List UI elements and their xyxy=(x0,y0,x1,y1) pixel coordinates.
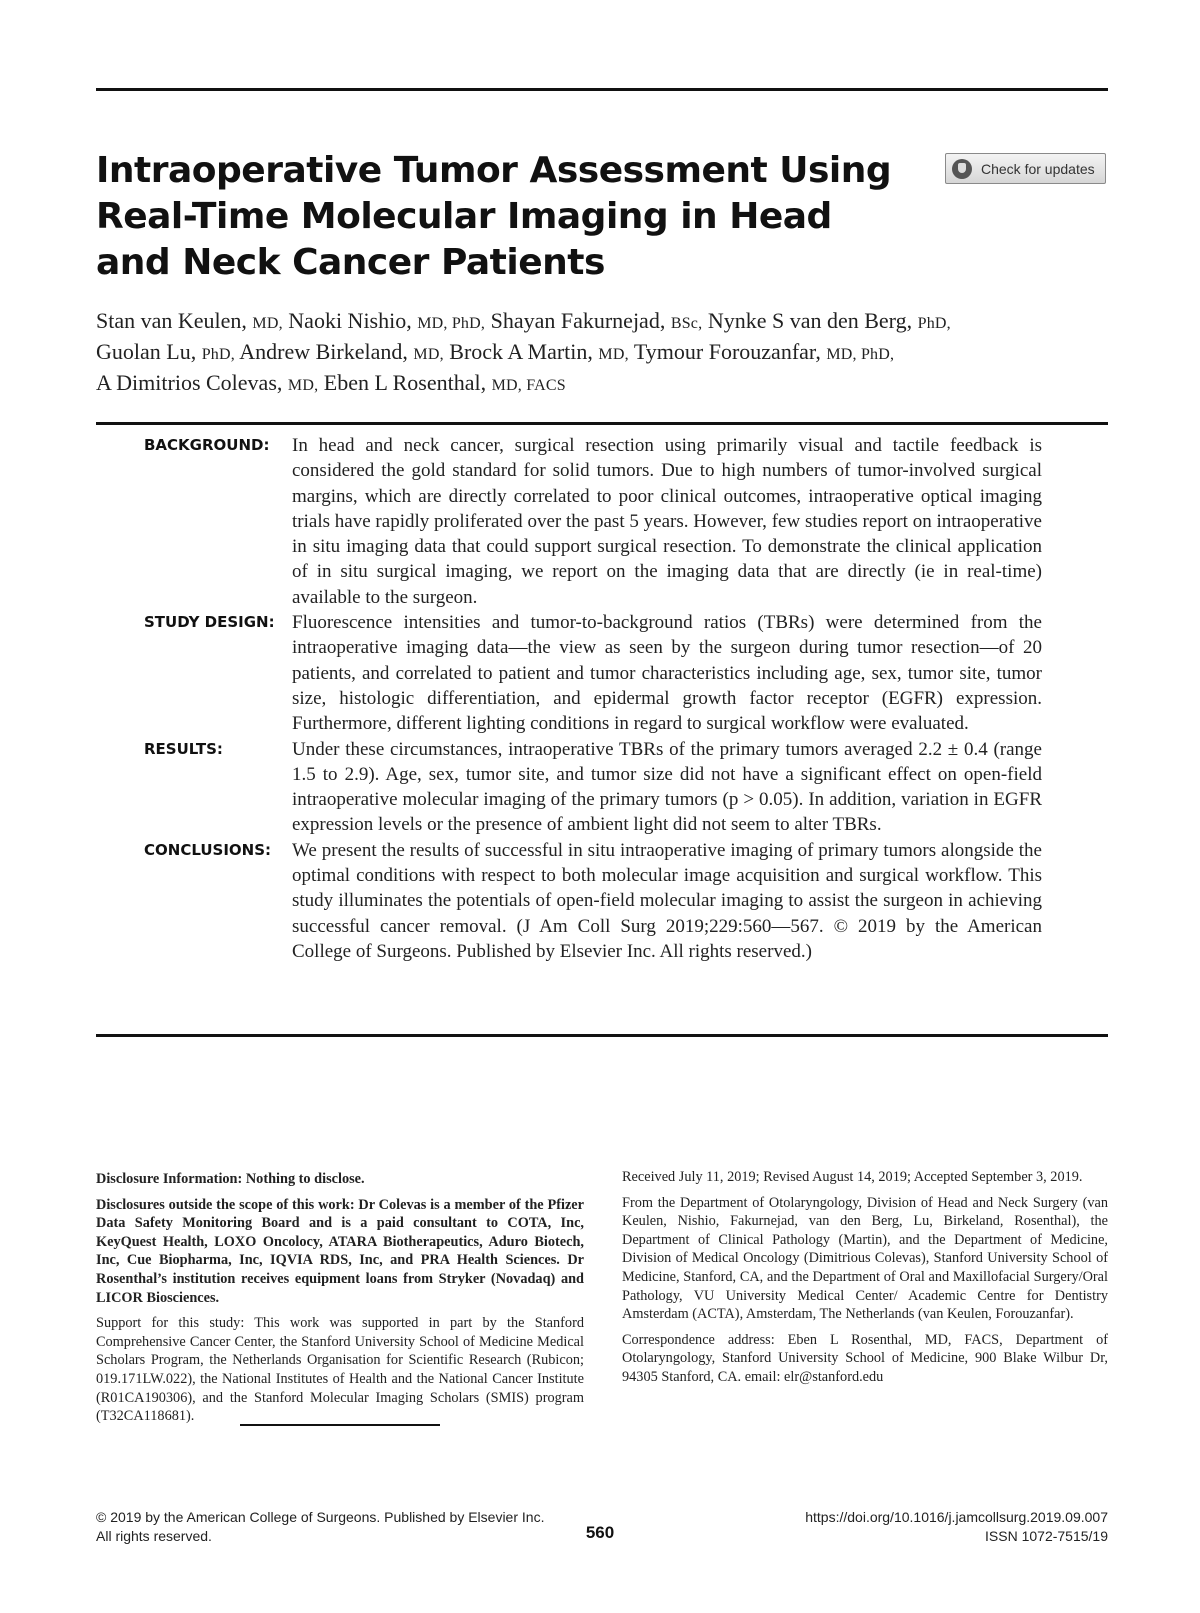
footer-identifiers xyxy=(688,1508,1108,1546)
author-degree: PhD, xyxy=(917,315,951,332)
footnotes-right xyxy=(622,1168,1108,1394)
disclosure-info: Disclosure Information: Nothing to disclose. xyxy=(96,1171,365,1187)
author-name: Naoki Nishio, xyxy=(288,308,412,333)
check-for-updates-label: Check for updates xyxy=(981,160,1095,177)
abstract-text: Under these circumstances, intraoperative TBRs of the primary tumors averaged 2.2 ± 0.4 (range 1.5 to 2.9). Age, sex, tumor site, and tumor size did not have a significant effect on open-field intraoperative molecular imaging of the primary tumors (p > 0.05). In addition, variation in EGFR expression levels or the presence of ambient light did not seem to alter TBRs. xyxy=(292,738,1042,836)
rights-line: All rights reserved. xyxy=(96,1528,212,1544)
bookmark-icon xyxy=(952,159,972,179)
received-dates: Received July 11, 2019; Revised August 14, 2019; Accepted September 3, 2019. xyxy=(622,1169,1083,1185)
author-name: Eben L Rosenthal, xyxy=(323,370,487,395)
correspondence-address: Correspondence address: Eben L Rosenthal, MD, FACS, Department of Otolaryngology, Stanford University School of Medicine, 900 Blake Wilbur Dr, 94305 Stanford, CA. email: elr@stanford.edu xyxy=(622,1331,1108,1385)
author-degree: MD, xyxy=(598,346,629,363)
doi-link[interactable]: https://doi.org/10.1016/j.jamcollsurg.2019.09.007 xyxy=(805,1509,1108,1525)
author-name: Tymour Forouzanfar, xyxy=(633,339,821,364)
author-degree: BSc, xyxy=(670,315,703,332)
author-degree: MD, PhD, xyxy=(417,315,486,332)
abstract-conclusions xyxy=(96,838,1108,964)
author-degree: MD, xyxy=(252,315,283,332)
check-for-updates-button[interactable] xyxy=(945,153,1106,184)
author-name: Nynke S van den Berg, xyxy=(707,308,913,333)
issn: ISSN 1072-7515/19 xyxy=(985,1528,1108,1544)
abstract-study-design xyxy=(96,610,1108,736)
abstract-text: In head and neck cancer, surgical resection using primarily visual and tactile feedback is considered the gold standard for solid tumors. Due to high numbers of tumor-involved surgical margins, which are directly correlated to poor clinical outcomes, intraoperative optical imaging trials have rapidly proliferated over the past 5 years. However, few studies report on intraoperative in situ imaging data that could support surgical resection. To demonstrate the clinical application of in situ surgical imaging, we report on the imaging data that are directly (ie in real-time) available to the surgeon. xyxy=(292,435,1042,608)
abstract-label: BACKGROUND: xyxy=(144,436,270,454)
author-name: Guolan Lu, xyxy=(96,339,197,364)
abstract-top-rule xyxy=(96,422,1108,425)
top-rule xyxy=(96,88,1108,91)
author-name: A Dimitrios Colevas, xyxy=(96,370,283,395)
author-degree: MD, FACS xyxy=(491,377,566,394)
footnote-rule xyxy=(240,1424,440,1426)
footnotes-left xyxy=(96,1170,584,1433)
author-degree: MD, PhD, xyxy=(826,346,895,363)
abstract-label: STUDY DESIGN: xyxy=(144,613,275,632)
abstract-bottom-rule xyxy=(96,1034,1108,1037)
author-degree: MD, xyxy=(413,346,444,363)
author-name: Brock A Martin, xyxy=(449,339,593,364)
author-name: Stan van Keulen, xyxy=(96,308,247,333)
author-list xyxy=(96,307,1108,400)
abstract-results xyxy=(96,737,1108,838)
support-statement: Support for this study: This work was supported in part by the Stanford Comprehensive Cancer Center, the Stanford University School of Medicine Medical Scholars Program, the Netherlands Organisation for Scientific Research (Rubicon; 019.171LW.022), the National Institutes of Health and the National Cancer Institute (R01CA190306), and the Stanford Molecular Imaging Scholars (SMIS) program (T32CA118681). xyxy=(96,1315,584,1425)
abstract-text: We present the results of successful in situ intraoperative imaging of primary tumors alongside the optimal conditions with respect to both molecular image acquisition and surgical workflow. This study illuminates the potentials of open-field molecular imaging to assist the surgeon in achieving successful cancer removal. (J Am Coll Surg 2019;229:560—567. © 2019 by the American College of Surgeons. Published by Elsevier Inc. All rights reserved.) xyxy=(292,839,1042,962)
abstract-background xyxy=(96,433,1108,610)
abstract-label: CONCLUSIONS: xyxy=(144,840,272,859)
abstract xyxy=(96,433,1108,964)
author-degree: PhD, xyxy=(201,346,235,363)
footer-copyright xyxy=(96,1508,596,1546)
page-number: 560 xyxy=(585,1523,615,1542)
article-title: Intraoperative Tumor Assessment Using Real-Time Molecular Imaging in Head and Neck Cancer Patients xyxy=(96,150,892,283)
copyright-line: © 2019 by the American College of Surgeons. Published by Elsevier Inc. xyxy=(96,1509,545,1525)
author-name: Shayan Fakurnejad, xyxy=(490,308,666,333)
author-degree: MD, xyxy=(287,377,319,394)
disclosures-outside-scope: Disclosures outside the scope of this work: Dr Colevas is a member of the Pfizer Data Safety Monitoring Board and is a paid consultant to COTA, Inc, KeyQuest Health, LOXO Oncolocy, ATARA Biotherapeutics, Aduro Biotech, Inc, Cue Biopharma, Inc, IQVIA RDS, Inc, and PRA Health Sciences. Dr Rosenthal’s institution receives equipment loans from Stryker (Novadaq) and LICOR Biosciences. xyxy=(96,1196,584,1306)
affiliations: From the Department of Otolaryngology, Division of Head and Neck Surgery (van Keulen, Nishio, Fakurnejad, van den Berg, Lu, Birkeland, Rosenthal), the Department of Clinical Pathology (Martin), and the Department of Medicine, Division of Medical Oncology (Dimitrious Colevas), Stanford University School of Medicine, Stanford, CA, and the Department of Oral and Maxillofacial Surgery/Oral Pathology, VU University Medical Center/ Academic Centre for Dentistry Amsterdam (ACTA), Amsterdam, The Netherlands (van Keulen, Forouzanfar). xyxy=(622,1194,1108,1323)
author-name: Andrew Birkeland, xyxy=(239,339,408,364)
abstract-text: Fluorescence intensities and tumor-to-background ratios (TBRs) were determined from the intraoperative imaging data—the view as seen by the surgeon during tumor resection—of 20 patients, and correlated to patient and tumor characteristics including age, sex, tumor site, tumor size, histologic differentiation, and epidermal growth factor receptor (EGFR) expression. Furthermore, different lighting conditions in regard to surgical workflow were evaluated. xyxy=(292,612,1042,735)
abstract-label: RESULTS: xyxy=(144,739,223,758)
